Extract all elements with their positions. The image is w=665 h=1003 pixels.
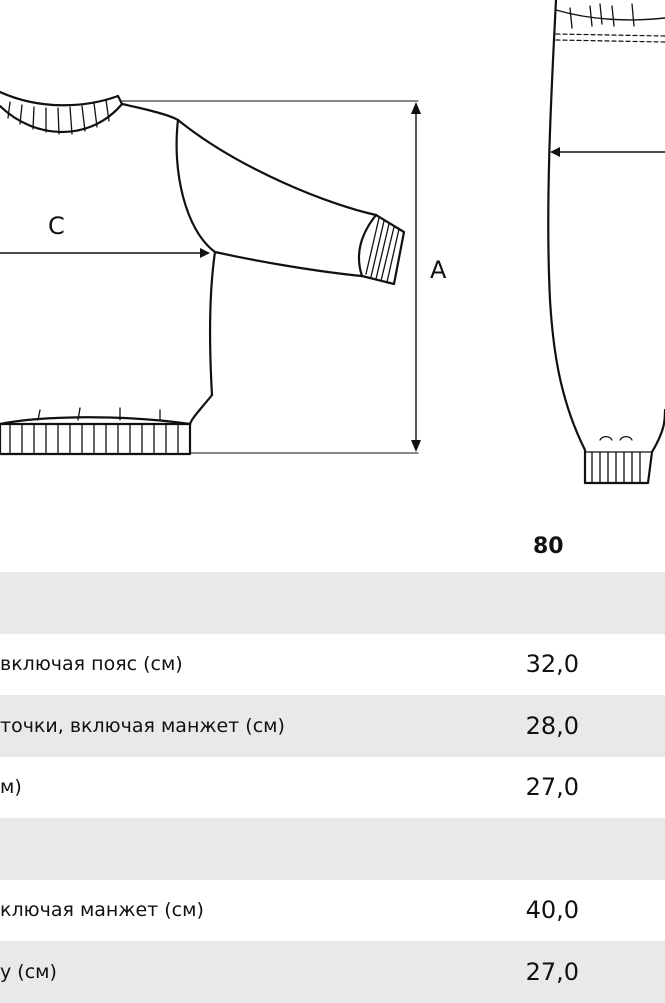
row-label: у (см)	[0, 960, 57, 983]
sweatshirt-body	[0, 252, 215, 454]
dimension-c-label: C	[48, 212, 65, 240]
dimension-c-line	[0, 248, 210, 258]
table-row	[0, 695, 665, 757]
table-row	[0, 572, 665, 634]
pants-cuff-ribbing	[585, 437, 652, 483]
row-value: 40,0	[525, 896, 579, 925]
table-row	[0, 880, 665, 942]
pants-leg	[548, 0, 665, 483]
size-table	[0, 572, 665, 1003]
row-label: ключая манжет (см)	[0, 899, 204, 922]
row-label: точки, включая манжет (см)	[0, 714, 285, 737]
row-value: 27,0	[525, 773, 579, 802]
sleeve-cuff-ribbing	[366, 218, 399, 282]
row-label: включая пояс (см)	[0, 653, 183, 676]
row-value: 27,0	[525, 957, 579, 986]
table-row	[0, 757, 665, 819]
sweatshirt-sleeve	[122, 104, 404, 284]
row-value: 28,0	[525, 711, 579, 740]
dimension-a-label: A	[430, 256, 447, 284]
row-label: м)	[0, 776, 22, 799]
hem-ribbing	[10, 408, 178, 454]
table-row	[0, 634, 665, 696]
table-row	[0, 941, 665, 1003]
table-row	[0, 818, 665, 880]
size-column-header: 80	[533, 534, 564, 559]
pants-waist-stitching	[556, 34, 665, 42]
row-value: 32,0	[525, 650, 579, 679]
dimension-pants-line	[550, 147, 665, 157]
sweatshirt-collar	[0, 92, 122, 132]
